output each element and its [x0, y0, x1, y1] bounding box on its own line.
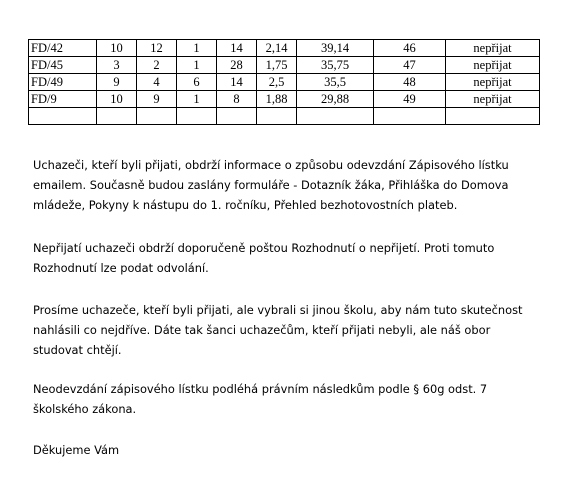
table-cell: 10 — [97, 40, 137, 57]
applicant-code-cell: FD/9 — [29, 91, 97, 108]
table-cell: 6 — [177, 74, 217, 91]
paragraph-line: Prosíme uchazeče, kteří byli přijati, ale vybrali si jinou školu, aby nám tuto skutečnost — [33, 303, 523, 317]
paragraph-line: školského zákona. — [33, 402, 137, 416]
table-cell: 1 — [177, 57, 217, 74]
table-cell: 28 — [217, 57, 257, 74]
table-cell: 8 — [217, 91, 257, 108]
table-row — [29, 108, 540, 125]
table-cell: 1 — [177, 91, 217, 108]
table-cell: 4 — [137, 74, 177, 91]
table-cell: 46 — [374, 40, 446, 57]
thanks-line: Děkujeme Vám — [33, 443, 120, 457]
paragraph-line: emailem. Současně budou zaslány formuláře - Dotazník žáka, Přihláška do Domova — [33, 178, 509, 192]
table-cell — [217, 108, 257, 125]
table-cell: 39,14 — [297, 40, 374, 57]
table-cell — [97, 108, 137, 125]
table-cell: 1,75 — [257, 57, 297, 74]
table-row — [29, 40, 540, 57]
table-cell: 2 — [137, 57, 177, 74]
legal-notice-paragraph — [33, 379, 533, 419]
table-cell: 12 — [137, 40, 177, 57]
accepted-info-paragraph — [33, 155, 533, 215]
table-cell: 2,5 — [257, 74, 297, 91]
paragraph-line: Uchazeči, kteří byli přijati, obdrží informace o způsobu odevzdání Zápisového lístku — [33, 158, 509, 172]
table-cell: 48 — [374, 74, 446, 91]
applicant-code-cell: FD/45 — [29, 57, 97, 74]
paragraph-line: nahlásili co nejdříve. Dáte tak šanci uchazečům, kteří přijati nebyli, ale náš obor — [33, 323, 491, 337]
table-cell — [177, 108, 217, 125]
applicant-code-cell: FD/49 — [29, 74, 97, 91]
paragraph-line: mládeže, Pokyny k nástupu do 1. ročníku, Přehled bezhotovostních plateb. — [33, 198, 458, 212]
table-row — [29, 91, 540, 108]
other-school-request-paragraph — [33, 300, 533, 360]
paragraph-line: Rozhodnutí lze podat odvolání. — [33, 261, 209, 275]
table-cell — [374, 108, 446, 125]
table-cell: 3 — [97, 57, 137, 74]
table-cell — [446, 108, 540, 125]
thanks-paragraph — [33, 440, 533, 460]
table-cell: 35,75 — [297, 57, 374, 74]
results-table — [28, 39, 540, 125]
table-cell — [137, 108, 177, 125]
table-cell: 9 — [137, 91, 177, 108]
table-cell: 10 — [97, 91, 137, 108]
applicant-code-cell — [29, 108, 97, 125]
paragraph-line: Nepřijatí uchazeči obdrží doporučeně poštou Rozhodnutí o nepřijetí. Proti tomuto — [33, 241, 495, 255]
table-cell: 49 — [374, 91, 446, 108]
table-cell: nepřijat — [446, 57, 540, 74]
table-row — [29, 74, 540, 91]
table-cell: nepřijat — [446, 74, 540, 91]
table-cell: 9 — [97, 74, 137, 91]
table-cell — [257, 108, 297, 125]
table-cell: nepřijat — [446, 91, 540, 108]
table-cell: 14 — [217, 40, 257, 57]
paragraph-line: studovat chtějí. — [33, 343, 122, 357]
table-cell: 35,5 — [297, 74, 374, 91]
table-cell: 2,14 — [257, 40, 297, 57]
table-cell — [297, 108, 374, 125]
table-cell: nepřijat — [446, 40, 540, 57]
table-cell: 47 — [374, 57, 446, 74]
table-row — [29, 57, 540, 74]
table-cell: 1,88 — [257, 91, 297, 108]
table-cell: 29,88 — [297, 91, 374, 108]
table-body — [29, 40, 540, 125]
table-cell: 1 — [177, 40, 217, 57]
rejected-info-paragraph — [33, 238, 533, 278]
paragraph-line: Neodevzdání zápisového lístku podléhá právním následkům podle § 60g odst. 7 — [33, 382, 488, 396]
table-cell: 14 — [217, 74, 257, 91]
applicant-code-cell: FD/42 — [29, 40, 97, 57]
